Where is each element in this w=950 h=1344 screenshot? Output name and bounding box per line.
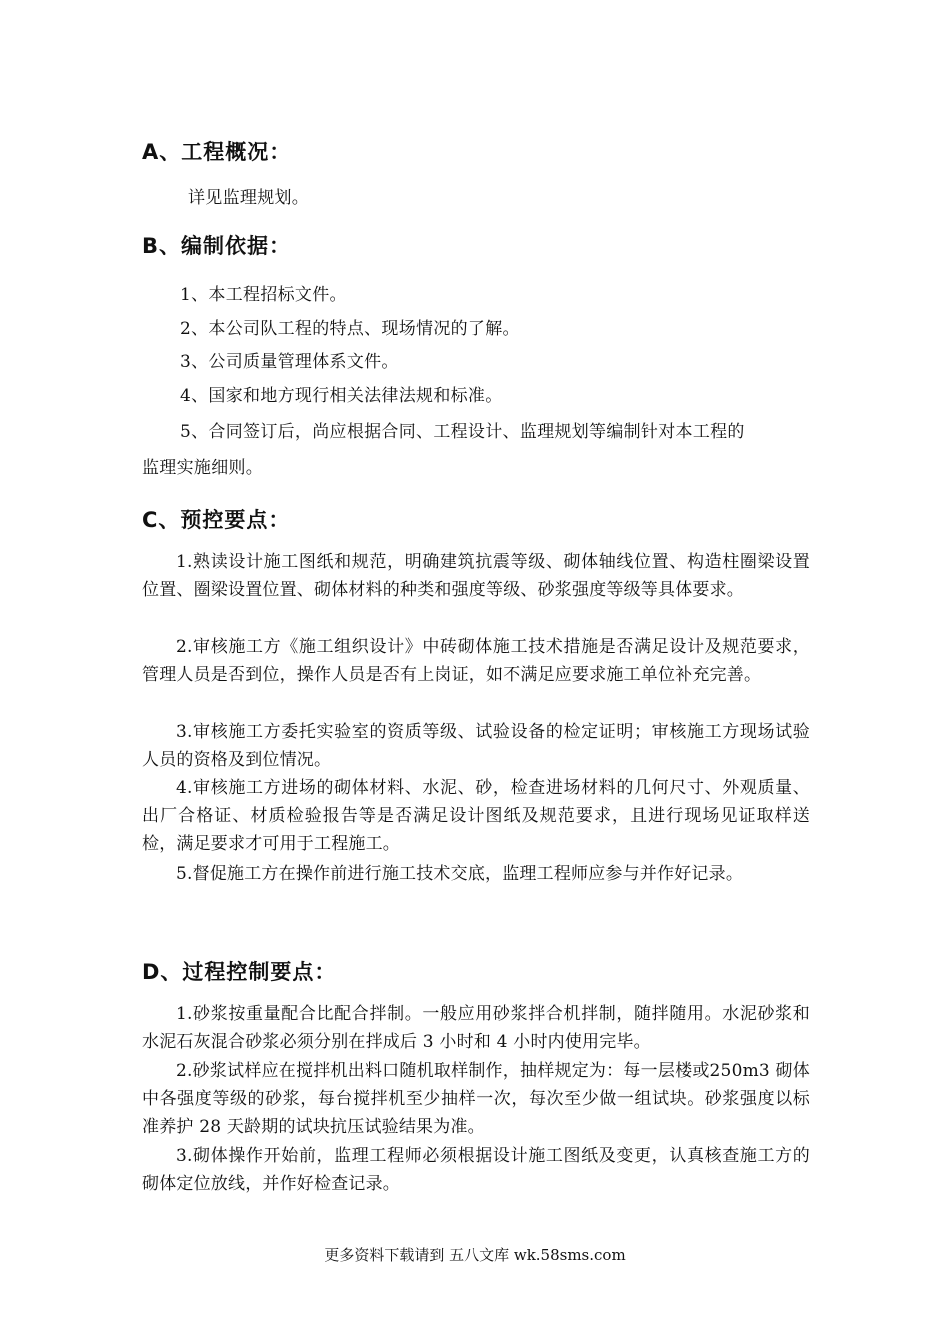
section-d-paragraph-3: 3.砌体操作开始前，监理工程师必须根据设计施工图纸及变更，认真核查施工方的砌体定位放线，并作好检查记录。 <box>142 1146 810 1194</box>
section-b-item-5: 5、合同签订后，尚应根据合同、工程设计、监理规划等编制针对本工程的 <box>180 422 745 442</box>
section-b-item-2: 2、本公司队工程的特点、现场情况的了解。 <box>180 319 520 339</box>
section-c-paragraph-5: 5.督促施工方在操作前进行施工技术交底，监理工程师应参与并作好记录。 <box>176 864 744 884</box>
section-d-heading: D、过程控制要点： <box>142 960 337 984</box>
section-b-item-3: 3、公司质量管理体系文件。 <box>180 352 399 372</box>
section-a-text: 详见监理规划。 <box>188 188 310 208</box>
section-b-item-1: 1、本工程招标文件。 <box>180 285 347 305</box>
footer-download-link[interactable]: 更多资料下载请到 五八文库 wk.58sms.com <box>324 1246 626 1264</box>
section-c-paragraph-4: 4.审核施工方进场的砌体材料、水泥、砂，检查进场材料的几何尺寸、外观质量、出厂合格证、材质检验报告等是否满足设计图纸及规范要求，且进行现场见证取样送检，满足要求才可用于工程施工。 <box>142 778 810 854</box>
section-c-paragraph-1: 1.熟读设计施工图纸和规范，明确建筑抗震等级、砌体轴线位置、构造柱圈梁设置位置、圈梁设置位置、砌体材料的种类和强度等级、砂浆强度等级等具体要求。 <box>142 552 810 600</box>
section-a-heading: A、工程概况： <box>142 140 292 164</box>
section-d-paragraph-1: 1.砂浆按重量配合比配合拌制。一般应用砂浆拌合机拌制，随拌随用。水泥砂浆和水泥石灰混合砂浆必须分别在拌成后 3 小时和 4 小时内使用完毕。 <box>142 1004 810 1052</box>
section-c-paragraph-2: 2.审核施工方《施工组织设计》中砖砌体施工技术措施是否满足设计及规范要求，管理人员是否到位，操作人员是否有上岗证，如不满足应要求施工单位补充完善。 <box>142 637 810 685</box>
section-b-item-5-continuation: 监理实施细则。 <box>142 458 264 478</box>
section-b-heading: B、编制依据： <box>142 234 292 258</box>
section-d-paragraph-2: 2.砂浆试样应在搅拌机出料口随机取样制作，抽样规定为：每一层楼或250m3 砌体中各强度等级的砂浆，每台搅拌机至少抽样一次，每次至少做一组试块。砂浆强度以标准养护 28 天龄期的试块抗压试验结果为准。 <box>142 1061 810 1137</box>
section-c-heading: C、预控要点： <box>142 508 291 532</box>
section-c-paragraph-3: 3.审核施工方委托实验室的资质等级、试验设备的检定证明；审核施工方现场试验人员的资格及到位情况。 <box>142 722 810 770</box>
section-b-item-4: 4、国家和地方现行相关法律法规和标准。 <box>180 386 503 406</box>
